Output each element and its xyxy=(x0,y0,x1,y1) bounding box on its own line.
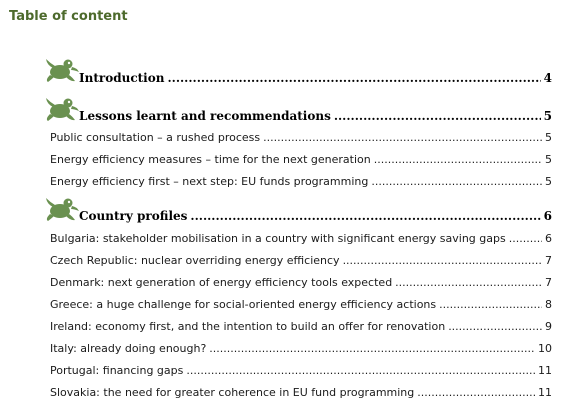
page-title: Table of content xyxy=(9,9,128,24)
frog-icon xyxy=(44,55,80,83)
toc-page-number: 11 xyxy=(538,364,552,377)
dot-leader xyxy=(186,364,535,377)
toc-page-number: 4 xyxy=(543,71,552,85)
toc-entry[interactable] xyxy=(50,131,552,144)
toc-page-number: 7 xyxy=(545,254,552,267)
dot-leader xyxy=(343,254,542,267)
dot-leader xyxy=(263,131,542,144)
dot-leader xyxy=(417,386,535,399)
toc-page-number: 5 xyxy=(545,153,552,166)
dot-leader xyxy=(509,232,542,245)
toc-entry-title: Greece: a huge challenge for social-oriented energy efficiency actions xyxy=(50,298,437,311)
toc-entry-title: Country profiles xyxy=(79,209,188,223)
frog-icon xyxy=(44,94,80,122)
toc-page-number: 10 xyxy=(538,342,552,355)
toc-entry-title: Italy: already doing enough? xyxy=(50,342,207,355)
toc-page-number: 7 xyxy=(545,276,552,289)
dot-leader xyxy=(371,175,542,188)
toc-entry-title: Czech Republic: nuclear overriding energy efficiency xyxy=(50,254,340,267)
dot-leader xyxy=(439,298,542,311)
dot-leader xyxy=(395,276,542,289)
toc-entry-title: Ireland: economy first, and the intention to build an offer for renovation xyxy=(50,320,446,333)
toc-page-number: 11 xyxy=(538,386,552,399)
toc-page-number: 8 xyxy=(545,298,552,311)
toc-entry-title: Energy efficiency measures – time for the next generation xyxy=(50,153,371,166)
toc-entry-title: Denmark: next generation of energy efficiency tools expected xyxy=(50,276,393,289)
toc-entry-title: Public consultation – a rushed process xyxy=(50,131,261,144)
toc-entry-lessons[interactable] xyxy=(79,109,552,123)
toc-entry[interactable] xyxy=(50,320,552,333)
toc-entry[interactable] xyxy=(50,298,552,311)
dot-leader xyxy=(374,153,542,166)
toc-page-number: 5 xyxy=(545,175,552,188)
toc-entry[interactable] xyxy=(50,364,552,377)
dot-leader xyxy=(448,320,542,333)
toc-entry-introduction[interactable] xyxy=(79,71,552,85)
toc-entry[interactable] xyxy=(50,232,552,245)
toc-entry-title: Lessons learnt and recommendations xyxy=(79,109,331,123)
toc-entry-title: Portugal: financing gaps xyxy=(50,364,184,377)
toc-page-number: 9 xyxy=(545,320,552,333)
toc-entry-country-profiles[interactable] xyxy=(79,209,552,223)
dot-leader xyxy=(190,209,540,223)
dot-leader xyxy=(334,109,541,123)
dot-leader xyxy=(167,71,540,85)
toc-page-number: 6 xyxy=(543,209,552,223)
toc-page-number: 5 xyxy=(543,109,552,123)
toc-entry[interactable] xyxy=(50,153,552,166)
toc-entry[interactable] xyxy=(50,254,552,267)
toc-entry[interactable] xyxy=(50,386,552,399)
toc-entry[interactable] xyxy=(50,175,552,188)
toc-page-number: 5 xyxy=(545,131,552,144)
toc-page-number: 6 xyxy=(545,232,552,245)
frog-icon xyxy=(44,194,80,222)
toc-entry[interactable] xyxy=(50,342,552,355)
dot-leader xyxy=(209,342,535,355)
toc-entry-title: Energy efficiency first – next step: EU funds programming xyxy=(50,175,369,188)
toc-entry[interactable] xyxy=(50,276,552,289)
toc-entry-title: Slovakia: the need for greater coherence in EU fund programming xyxy=(50,386,415,399)
toc-entry-title: Introduction xyxy=(79,71,165,85)
toc-entry-title: Bulgaria: stakeholder mobilisation in a country with significant energy saving gaps xyxy=(50,232,506,245)
